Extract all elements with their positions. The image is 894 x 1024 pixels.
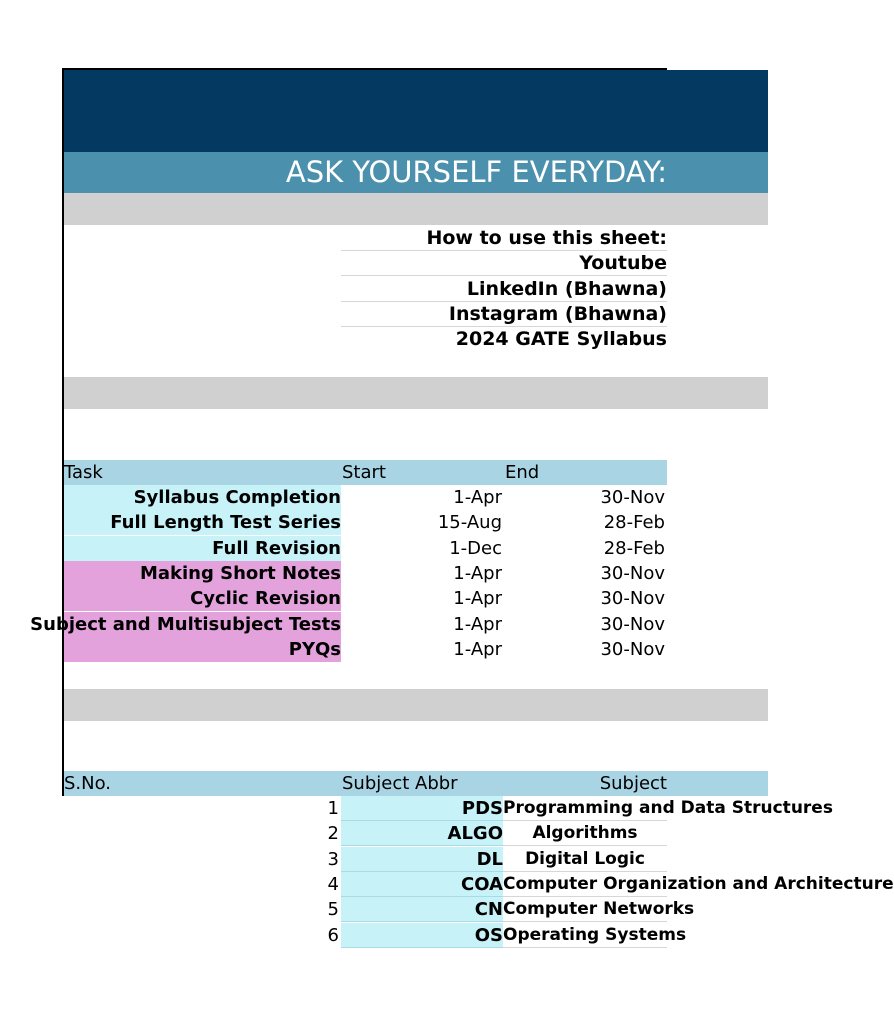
subject-abbr-cell: COA	[341, 872, 503, 897]
task-start-cell: 1-Apr	[453, 588, 502, 610]
subject-sno-cell: 2	[327, 823, 339, 845]
task-end-cell: 28-Feb	[603, 537, 665, 559]
separator-band-1	[64, 193, 768, 225]
header-banner	[64, 70, 768, 152]
subject-name-cell	[503, 897, 695, 922]
task-end-cell: 30-Nov	[600, 613, 665, 635]
subject-sno-cell: 3	[327, 848, 339, 870]
task-start-cell: 1-Apr	[453, 487, 502, 508]
subject-name-cell	[503, 872, 894, 897]
subject-abbr-cell: ALGO	[341, 821, 503, 846]
link-linkedin[interactable]: LinkedIn (Bhawna)	[341, 277, 667, 302]
task-name-cell: Cyclic Revision	[64, 586, 341, 611]
task-start-cell: 1-Apr	[453, 613, 502, 635]
task-start-cell: 1-Apr	[453, 638, 502, 660]
subject-name-text: Digital Logic	[525, 848, 645, 869]
link-instagram[interactable]: Instagram (Bhawna)	[341, 302, 667, 327]
task-end-cell: 30-Nov	[600, 588, 665, 610]
banner-title: ASK YOURSELF EVERYDAY:	[285, 155, 667, 189]
separator-band-2	[64, 377, 768, 409]
task-name-cell: PYQs	[64, 637, 341, 662]
task-name-cell: Full Length Test Series	[64, 510, 341, 535]
subject-name-cell	[503, 847, 667, 872]
task-end-cell: 28-Feb	[603, 512, 665, 534]
task-header: Task	[64, 462, 103, 483]
task-name-cell: Full Revision	[64, 536, 341, 561]
subject-sno-cell: 1	[327, 798, 339, 819]
subject-name-cell	[503, 821, 667, 846]
task-start-cell: 1-Apr	[453, 562, 502, 584]
subject-name-text: Programming and Data Structures	[503, 798, 833, 818]
task-end-cell: 30-Nov	[600, 487, 665, 508]
task-name-cell: Syllabus Completion	[64, 485, 341, 510]
task-start-cell: 1-Dec	[449, 537, 502, 559]
subject-abbr-cell: DL	[341, 847, 503, 872]
subject-name-text: Computer Organization and Architecture	[503, 873, 894, 894]
subject-name-text: Computer Networks	[503, 899, 695, 920]
subject-abbr-cell: OS	[341, 923, 503, 948]
end-header: End	[505, 462, 540, 483]
link-gate-syllabus[interactable]: 2024 GATE Syllabus	[455, 328, 667, 350]
task-name-cell: Subject and Multisubject Tests	[30, 613, 341, 635]
subject-name-cell	[503, 796, 833, 821]
subject-abbr-cell: PDS	[341, 796, 503, 821]
subject-name-text: Algorithms	[532, 823, 638, 844]
link-youtube[interactable]: Youtube	[341, 251, 667, 276]
subject-sno-cell: 5	[327, 899, 339, 921]
task-end-cell: 30-Nov	[600, 562, 665, 584]
task-end-cell: 30-Nov	[600, 638, 665, 660]
subject-abbr-cell: CN	[341, 897, 503, 922]
abbr-header: Subject Abbr	[342, 773, 458, 794]
subject-header	[503, 771, 667, 796]
subject-sno-cell: 4	[327, 873, 339, 895]
subject-name-cell	[503, 923, 687, 948]
sno-header: S.No.	[64, 773, 112, 794]
separator-band-3	[64, 689, 768, 721]
link-how-to-use[interactable]: How to use this sheet:	[341, 226, 667, 251]
start-header: Start	[342, 462, 386, 483]
task-start-cell: 15-Aug	[437, 512, 502, 534]
subject-sno-cell: 6	[327, 924, 339, 946]
task-name-cell: Making Short Notes	[64, 561, 341, 586]
subject-name-text: Operating Systems	[503, 924, 687, 945]
subject-header-label: Subject	[599, 773, 667, 794]
